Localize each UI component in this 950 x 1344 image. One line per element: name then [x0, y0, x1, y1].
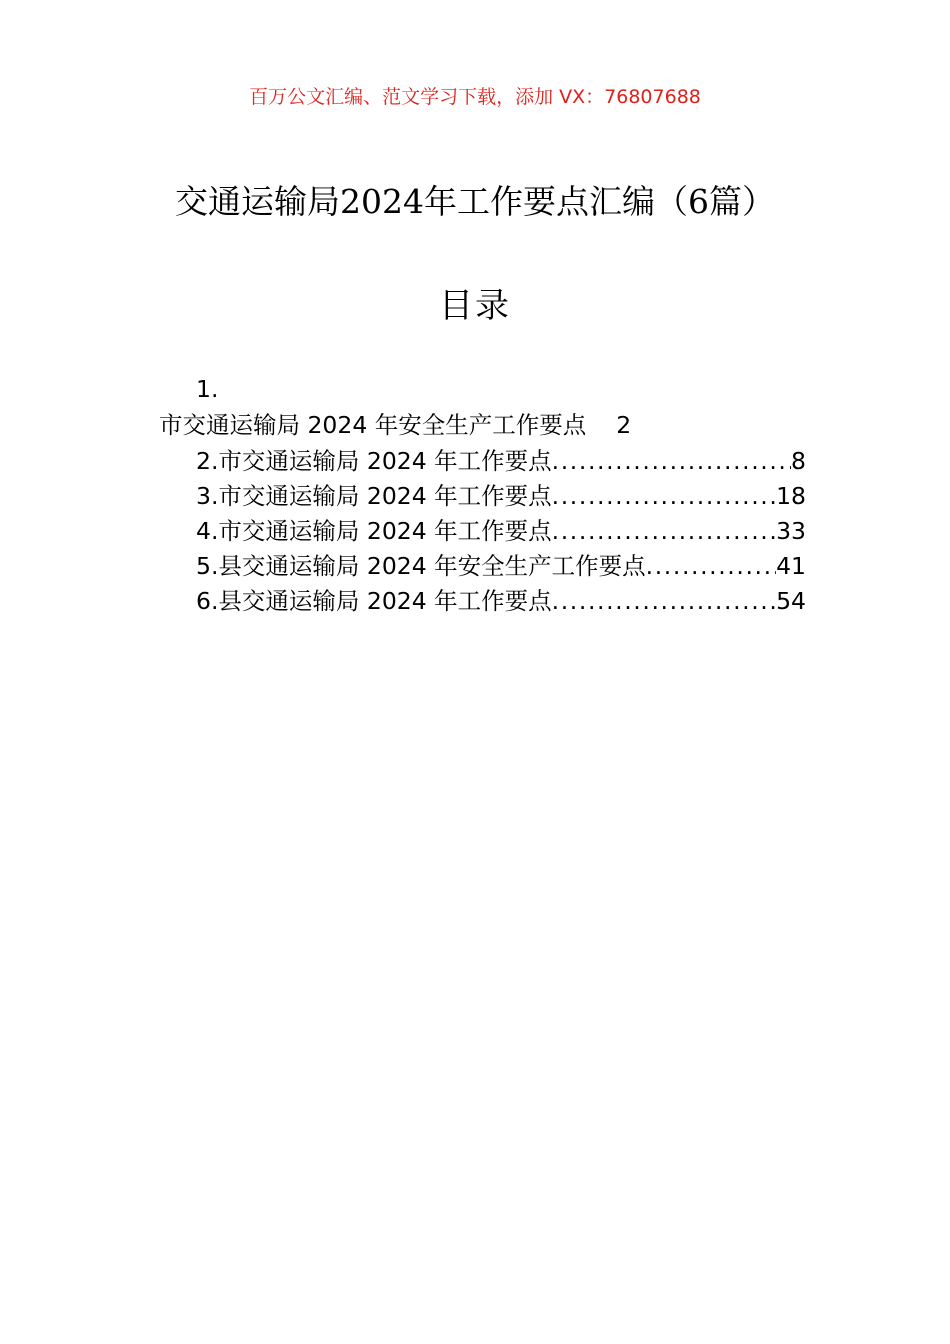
toc-entry-label: 2.市交通运输局 2024 年工作要点: [196, 447, 552, 475]
toc-entry-3[interactable]: [196, 479, 806, 514]
toc-entry-page: 18: [776, 482, 806, 510]
toc-entry-page: 41: [776, 552, 806, 580]
toc-entry-label: 5.县交通运输局 2024 年安全生产工作要点: [196, 552, 646, 580]
title-part-3: 篇）: [708, 182, 775, 221]
toc-leader-dots: [552, 444, 791, 479]
toc-entry-6[interactable]: [196, 584, 806, 619]
toc-leader-dots: [552, 584, 776, 619]
title-year: 2024: [340, 182, 424, 221]
toc-leader-dots: [552, 514, 776, 549]
title-part-1: 交通运输局: [175, 182, 340, 221]
title-part-2: 年工作要点汇编（: [423, 182, 688, 221]
toc-leader-dots: [552, 479, 776, 514]
document-title: [0, 178, 950, 226]
toc-entry-label: 6.县交通运输局 2024 年工作要点: [196, 587, 552, 615]
toc-entry-page: 2: [616, 411, 632, 439]
toc-entry-label: 市交通运输局 2024 年安全生产工作要点: [159, 411, 587, 439]
toc-entry-label: 4.市交通运输局 2024 年工作要点: [196, 517, 552, 545]
toc-entry-5[interactable]: [196, 549, 806, 584]
header-promo-note: 百万公文汇编、范文学习下载，添加 VX：76807688: [249, 86, 701, 108]
toc-entry-1[interactable]: [159, 408, 631, 443]
toc-entry-label: 3.市交通运输局 2024 年工作要点: [196, 482, 552, 510]
toc-entry-page: 33: [776, 517, 806, 545]
toc-heading: 目录: [439, 286, 511, 326]
toc-entry-2[interactable]: [196, 444, 806, 479]
toc-entry-1-number[interactable]: 1.: [196, 375, 219, 403]
title-count: 6: [687, 182, 709, 221]
toc-entry-4[interactable]: [196, 514, 806, 549]
toc-entry-page: 8: [791, 447, 806, 475]
toc-leader-dots: [646, 549, 776, 584]
toc-entry-page: 54: [776, 587, 806, 615]
